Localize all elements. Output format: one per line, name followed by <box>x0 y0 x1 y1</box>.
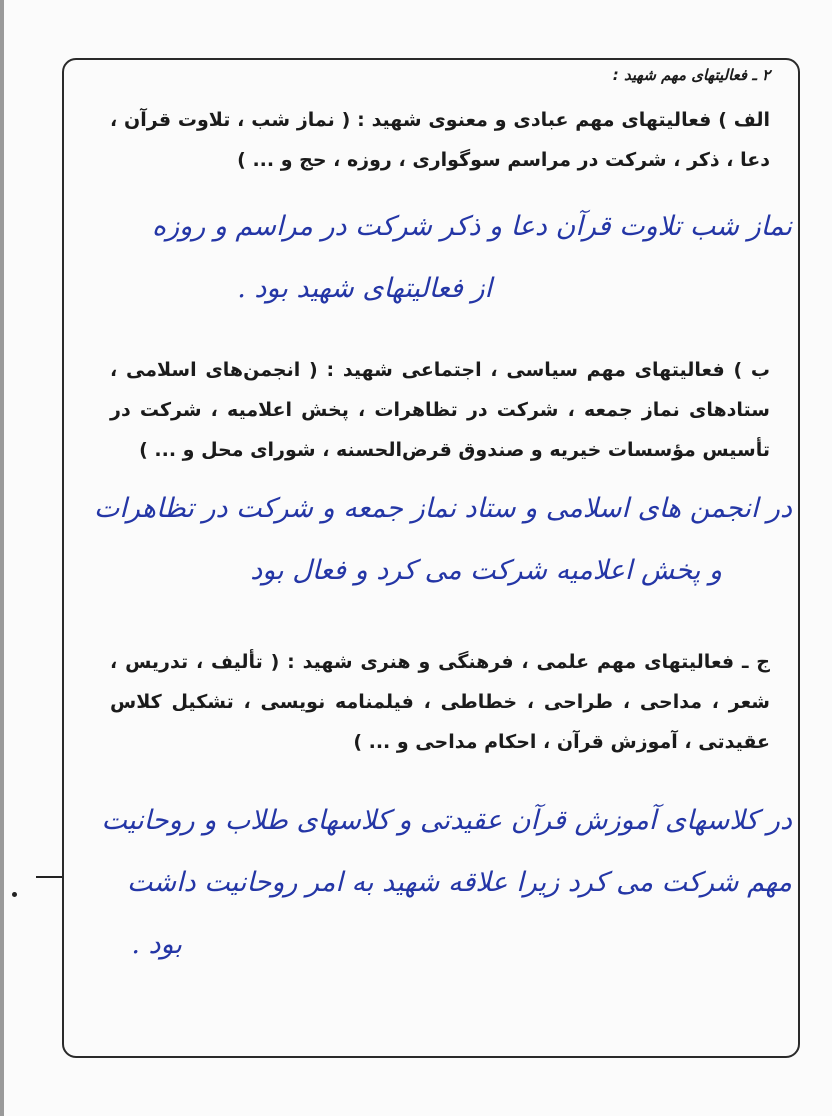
printed-paragraph-b: ب ) فعالیتهای مهم سیاسی ، اجتماعی شهید : ( انجمن‌های اسلامی ، ستادهای نماز جمعه ، شرکت در تظاهرات ، پخش اعلامیه ، شرکت در تأسیس مؤسسات خیریه و صندوق قرض‌الحسنه ، شورای محل و ... ) <box>110 359 770 461</box>
section-heading: ۲ ـ فعالیتهای مهم شهید : <box>612 66 770 84</box>
printed-paragraph-a: الف ) فعالیتهای مهم عبادی و معنوی شهید : ( نماز شب ، تلاوت قرآن ، دعا ، ذکر ، شرکت در مراسم سوگواری ، روزه ، حج و ... ) <box>110 109 770 171</box>
handwritten-line: و پخش اعلامیه شرکت می کرد و فعال بود <box>250 555 722 586</box>
handwritten-line: در انجمن های اسلامی و ستاد نماز جمعه و شرکت در تظاهرات <box>93 493 792 524</box>
handwritten-answer-b <box>72 478 792 602</box>
handwritten-line: مهم شرکت می کرد زیرا علاقه شهید به امر روحانیت داشت <box>127 867 792 898</box>
pen-dash-mark <box>36 876 62 878</box>
handwritten-line: از فعالیتهای شهید بود . <box>237 273 492 304</box>
handwritten-line: نماز شب تلاوت قرآن دعا و ذکر شرکت در مراسم و روزه <box>151 211 792 242</box>
handwritten-line: در کلاسهای آموزش قرآن عقیدتی و کلاسهای طلاب و روحانیت <box>101 805 792 836</box>
handwritten-answer-a <box>72 196 792 320</box>
pen-dot-mark <box>12 892 17 897</box>
handwritten-answer-c <box>72 790 792 976</box>
scan-edge <box>0 0 4 1116</box>
printed-paragraph-c: ج ـ فعالیتهای مهم علمی ، فرهنگی و هنری شهید : ( تألیف ، تدریس ، شعر ، مداحی ، طراحی ، خطاطی ، فیلمنامه نویسی ، تشکیل کلاس عقیدتی ، آموزش قرآن ، احکام مداحی و ... ) <box>110 651 770 753</box>
handwritten-line: بود . <box>131 929 182 960</box>
